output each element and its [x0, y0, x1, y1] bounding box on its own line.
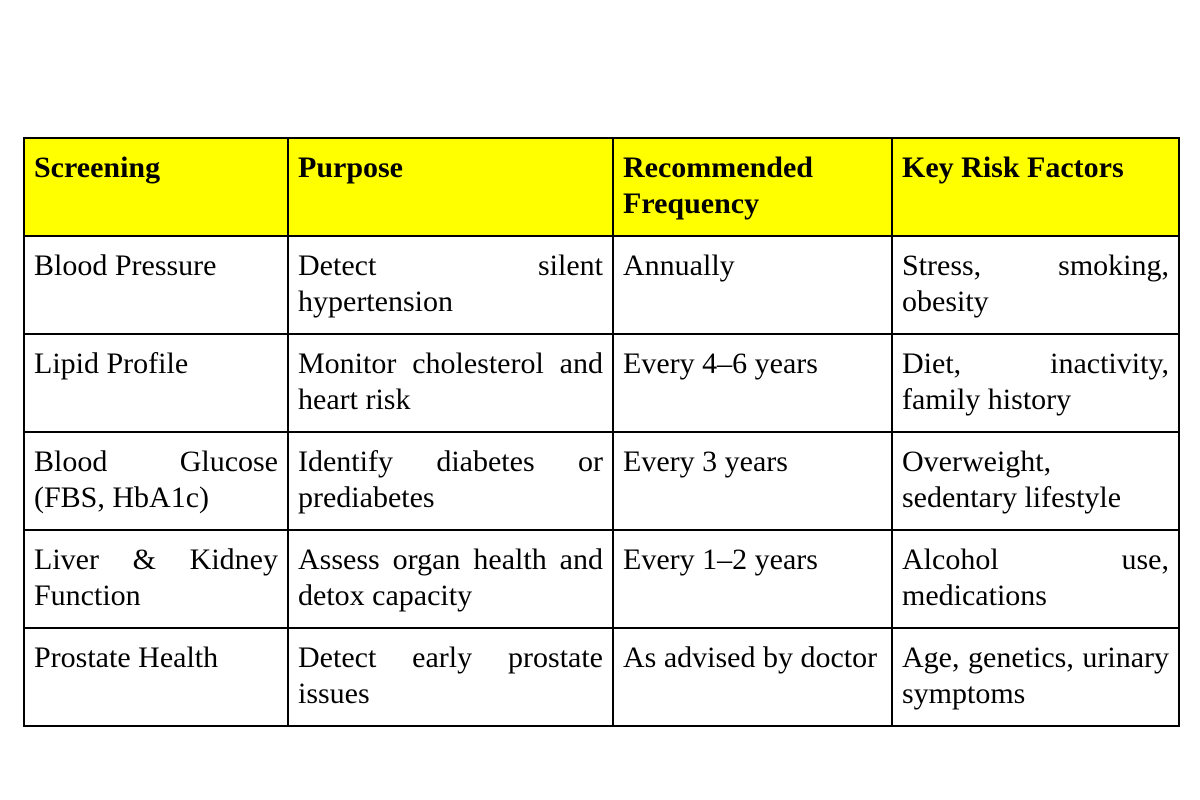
- cell-risk-factors: Stress, smoking, obesity: [892, 236, 1179, 334]
- cell-frequency: As advised by doctor: [613, 628, 892, 726]
- cell-purpose: Identify diabetes or prediabetes: [288, 432, 613, 530]
- cell-screening: Blood Pressure: [24, 236, 288, 334]
- cell-purpose: Detect silent hypertension: [288, 236, 613, 334]
- cell-frequency: Annually: [613, 236, 892, 334]
- cell-frequency: Every 3 years: [613, 432, 892, 530]
- table-row-lipid-profile: [24, 334, 1179, 432]
- cell-screening: Prostate Health: [24, 628, 288, 726]
- screening-table: [23, 137, 1180, 727]
- cell-frequency: Every 4–6 years: [613, 334, 892, 432]
- table-row-prostate-health: [24, 628, 1179, 726]
- cell-risk-factors: Alcohol use, medications: [892, 530, 1179, 628]
- cell-screening: Lipid Profile: [24, 334, 288, 432]
- table-header-row: [24, 138, 1179, 236]
- table-row-blood-glucose: [24, 432, 1179, 530]
- cell-frequency: Every 1–2 years: [613, 530, 892, 628]
- cell-risk-factors: Overweight, sedentary lifestyle: [892, 432, 1179, 530]
- cell-purpose: Monitor cholesterol and heart risk: [288, 334, 613, 432]
- header-cell-key-risk-factors: Key Risk Factors: [892, 138, 1179, 236]
- cell-screening: Blood Glucose (FBS, HbA1c): [24, 432, 288, 530]
- screening-table-container: [23, 137, 1180, 727]
- cell-risk-factors: Age, genetics, urinary symptoms: [892, 628, 1179, 726]
- cell-risk-factors: Diet, inactivity, family history: [892, 334, 1179, 432]
- header-cell-screening: Screening: [24, 138, 288, 236]
- header-cell-purpose: Purpose: [288, 138, 613, 236]
- table-row-liver-kidney-function: [24, 530, 1179, 628]
- cell-purpose: Assess organ health and detox capacity: [288, 530, 613, 628]
- cell-purpose: Detect early prostate issues: [288, 628, 613, 726]
- cell-screening: Liver & Kidney Function: [24, 530, 288, 628]
- header-cell-recommended-frequency: Recommended Frequency: [613, 138, 892, 236]
- table-row-blood-pressure: [24, 236, 1179, 334]
